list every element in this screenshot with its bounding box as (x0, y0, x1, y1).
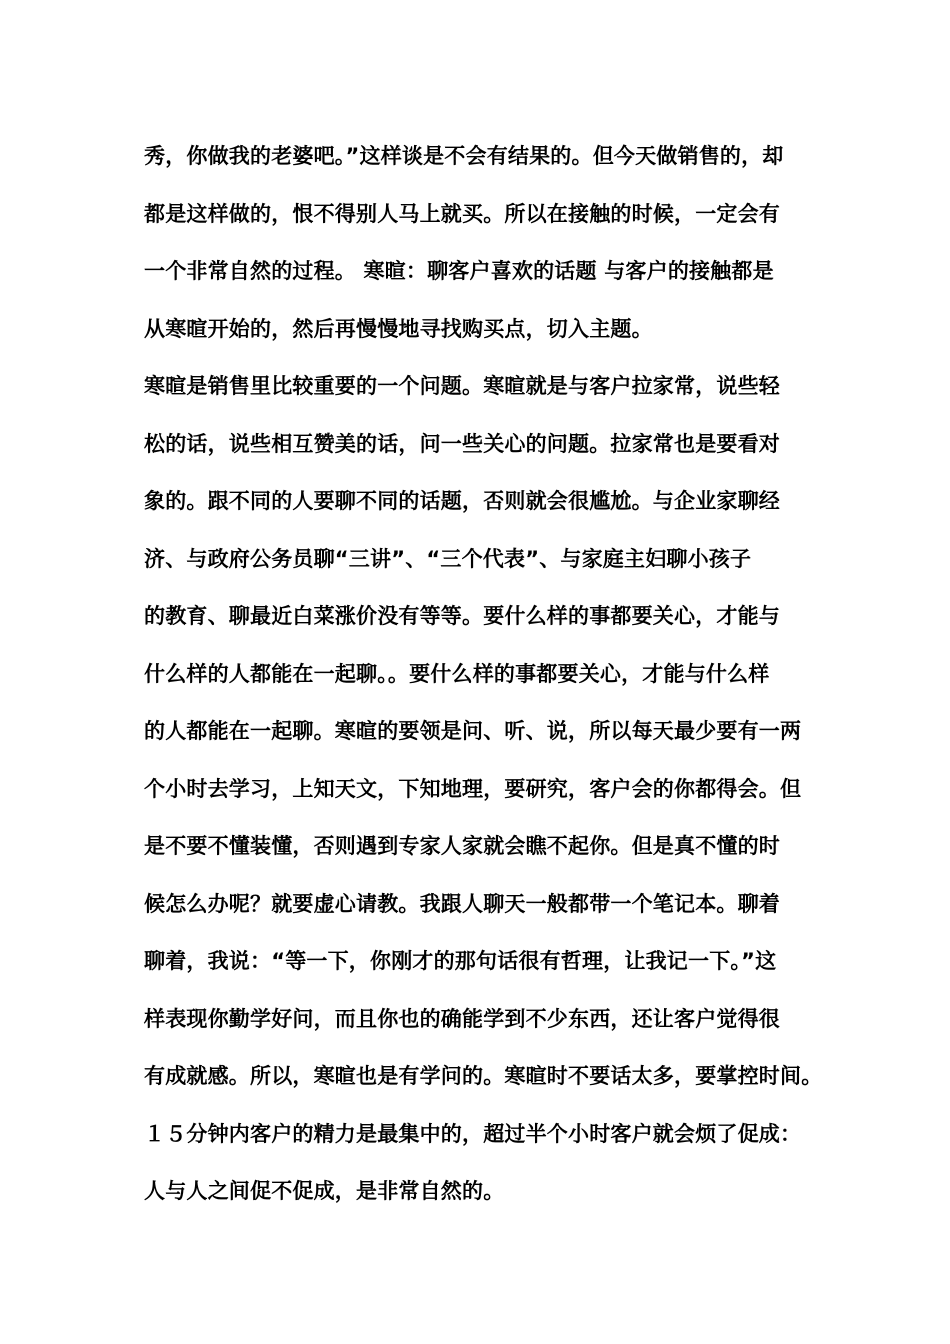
text-line: 人与人之间促不促成，是非常自然的。 (144, 1179, 505, 1203)
text-line: 是不要不懂装懂，否则遇到专家人家就会瞧不起你。但是真不懂的时 (144, 834, 780, 858)
text-line: 都是这样做的，恨不得别人马上就买。所以在接触的时候，一定会有 (144, 201, 780, 226)
text-line: 一个非常自然的过程。 寒暄：聊客户喜欢的话题 与客户的接触都是 (144, 259, 774, 283)
text-line: 候怎么办呢？就要虚心请教。我跟人聊天一般都带一个笔记本。聊着 (144, 891, 780, 916)
text-line: 济、与政府公务员聊“三讲”、“三个代表”、与家庭主妇聊小孩子 (144, 546, 752, 571)
text-line: 有成就感。所以，寒暄也是有学问的。寒暄时不要话太多，要掌控时间。 (144, 1064, 823, 1088)
text-line: １５分钟内客户的精力是最集中的，超过半个小时客户就会烦了促成： (144, 1121, 802, 1146)
text-line: 个小时去学习，上知天文，下知地理，要研究，客户会的你都得会。但 (144, 776, 802, 801)
text-line: 从寒暄开始的，然后再慢慢地寻找购买点，切入主题。 (144, 316, 653, 341)
text-line: 秀，你做我的老婆吧。”这样谈是不会有结果的。但今天做销售的，却 (144, 144, 784, 168)
body-text (144, 131, 824, 1224)
text-line: 样表现你勤学好问，而且你也的确能学到不少东西，还让客户觉得很 (144, 1006, 780, 1031)
text-line: 象的。跟不同的人要聊不同的话题，否则就会很尴尬。与企业家聊经 (144, 489, 780, 513)
text-line: 什么样的人都能在一起聊。。要什么样的事都要关心，才能与什么样 (144, 661, 770, 686)
text-line: 的教育、聊最近白菜涨价没有等等。要什么样的事都要关心，才能与 (144, 604, 780, 628)
text-line: 寒暄是销售里比较重要的一个问题。寒暄就是与客户拉家常，说些轻 (144, 374, 780, 398)
text-line: 松的话，说些相互赞美的话，问一些关心的问题。拉家常也是要看对 (144, 431, 780, 456)
text-line: 的人都能在一起聊。寒暄的要领是问、听、说，所以每天最少要有一两 (144, 719, 802, 743)
text-line: 聊着，我说：“等一下，你刚才的那句话很有哲理，让我记一下。”这 (144, 949, 777, 973)
